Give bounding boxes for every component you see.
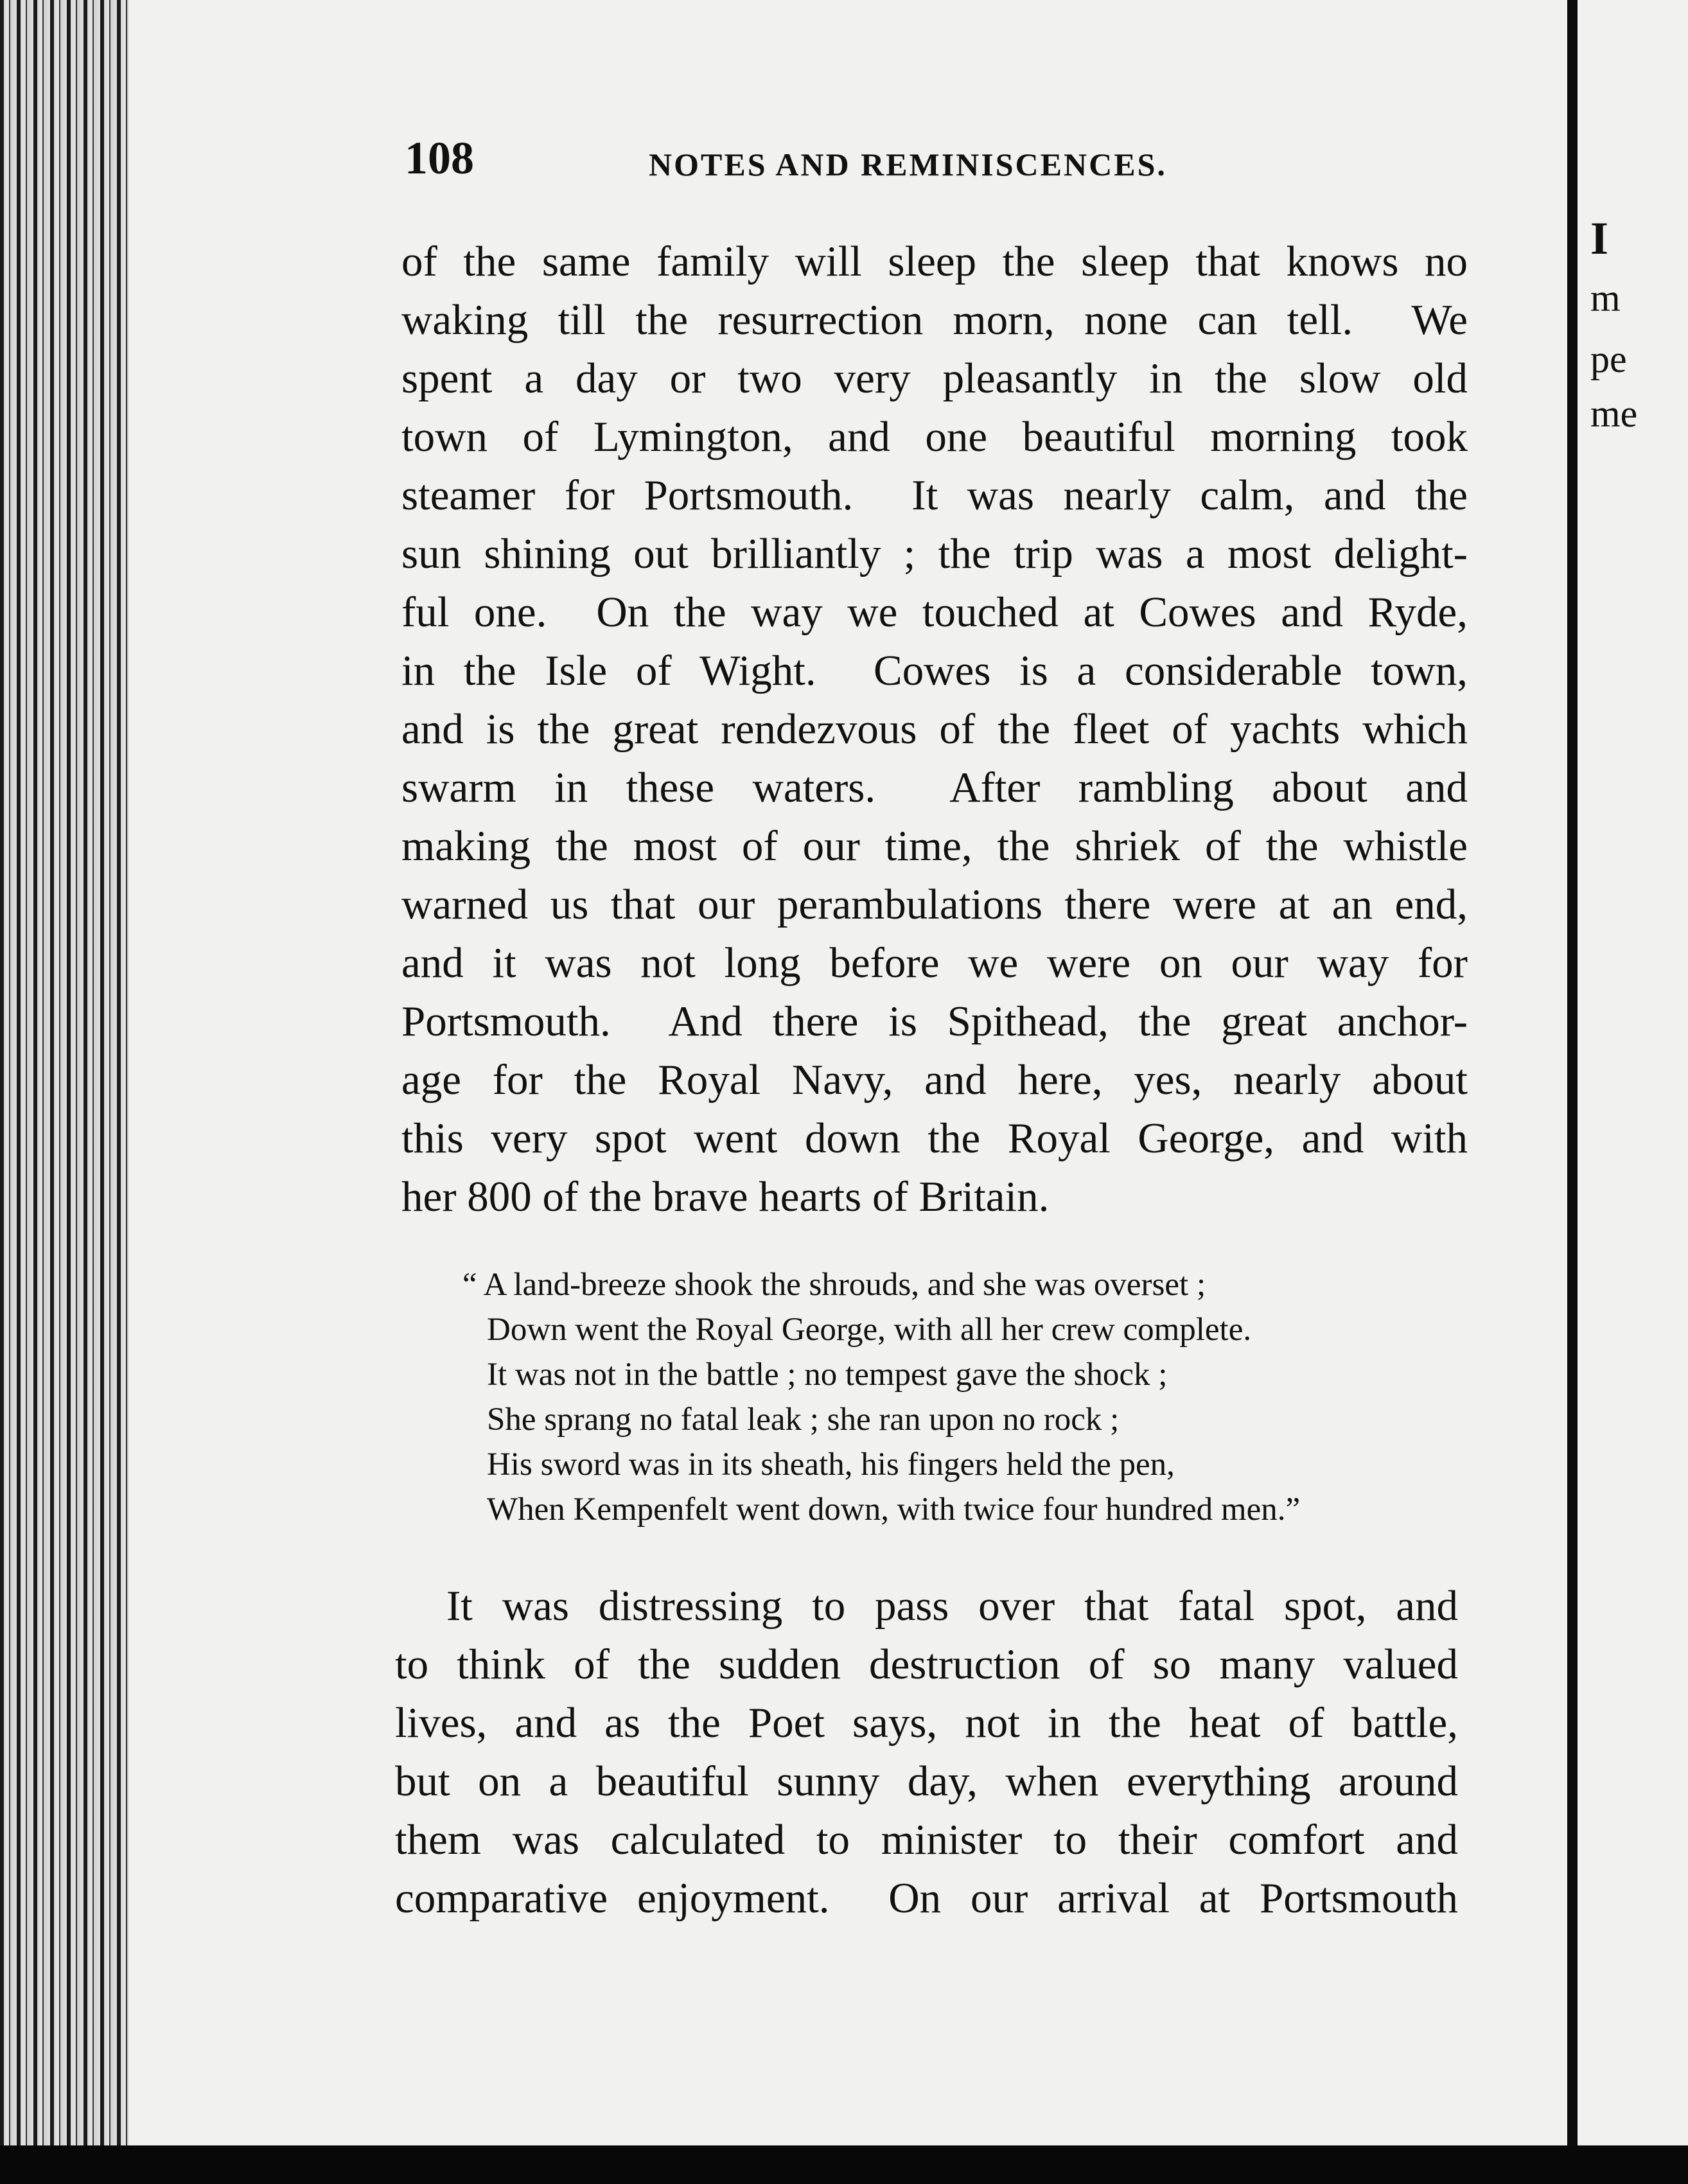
text-line: them was calculated to minister to their comfort and xyxy=(395,1816,1458,1863)
poem-line: His sword was in its sheath, his fingers held the pen, xyxy=(487,1447,1175,1483)
text-line: but on a beautiful sunny day, when everything around xyxy=(395,1757,1458,1805)
scan-bottom-border xyxy=(0,2145,1688,2184)
next-page-fragment xyxy=(1578,0,1688,2145)
next-page-word: pe xyxy=(1590,338,1627,380)
poem-line: She sprang no fatal leak ; she ran upon no rock ; xyxy=(487,1402,1120,1438)
poem-line: When Kempenfelt went down, with twice four hundred men.” xyxy=(487,1492,1301,1528)
page-gutter xyxy=(1567,0,1578,2145)
page-number: 108 xyxy=(405,132,474,184)
text-line: sun shining out brilliantly ; the trip was a most delight- xyxy=(401,530,1468,577)
text-line: spent a day or two very pleasantly in the slow old xyxy=(401,355,1468,402)
next-page-word: I xyxy=(1590,213,1609,264)
next-page-word: me xyxy=(1590,392,1638,435)
text-line: this very spot went down the Royal George, and with xyxy=(401,1114,1468,1162)
text-line: ful one. On the way we touched at Cowes and Ryde, xyxy=(401,588,1468,636)
text-line: making the most of our time, the shriek of the whistle xyxy=(401,822,1468,870)
text-line: to think of the sudden destruction of so many valued xyxy=(395,1641,1458,1688)
text-line: age for the Royal Navy, and here, yes, nearly about xyxy=(401,1056,1468,1104)
text-line: Portsmouth. And there is Spithead, the great anchor- xyxy=(401,998,1468,1045)
text-line: lives, and as the Poet says, not in the heat of battle, xyxy=(395,1699,1458,1747)
book-binding-edge xyxy=(0,0,128,2184)
next-page-word: m xyxy=(1590,277,1621,319)
text-line: waking till the resurrection morn, none can tell. We xyxy=(401,296,1468,344)
text-line: in the Isle of Wight. Cowes is a considerable town, xyxy=(401,647,1468,694)
poem-line: Down went the Royal George, with all her crew complete. xyxy=(487,1312,1252,1348)
text-line: It was distressing to pass over that fatal spot, and xyxy=(446,1582,1458,1630)
paragraph-2 xyxy=(395,1577,1458,1928)
poem-line: “ A land-breeze shook the shrouds, and she was overset ; xyxy=(462,1267,1206,1303)
page-header xyxy=(405,132,1214,183)
text-line: and it was not long before we were on our way for xyxy=(401,939,1468,987)
text-line: of the same family will sleep the sleep that knows no xyxy=(401,238,1468,285)
text-line: warned us that our perambulations there were at an end, xyxy=(401,881,1468,928)
text-line: steamer for Portsmouth. It was nearly calm, and the xyxy=(401,471,1468,519)
paragraph-1 xyxy=(401,233,1468,1226)
running-head: NOTES AND REMINISCENCES. xyxy=(649,146,1167,182)
poem-line: It was not in the battle ; no tempest gave the shock ; xyxy=(487,1357,1168,1393)
text-line: her 800 of the brave hearts of Britain. xyxy=(401,1173,1050,1220)
text-line: swarm in these waters. After rambling about and xyxy=(401,764,1468,811)
text-line: and is the great rendezvous of the fleet of yachts which xyxy=(401,705,1468,753)
text-line: town of Lymington, and one beautiful morning took xyxy=(401,413,1468,461)
text-line: comparative enjoyment. On our arrival at Portsmouth xyxy=(395,1874,1458,1922)
poem-quotation xyxy=(462,1262,1445,1532)
